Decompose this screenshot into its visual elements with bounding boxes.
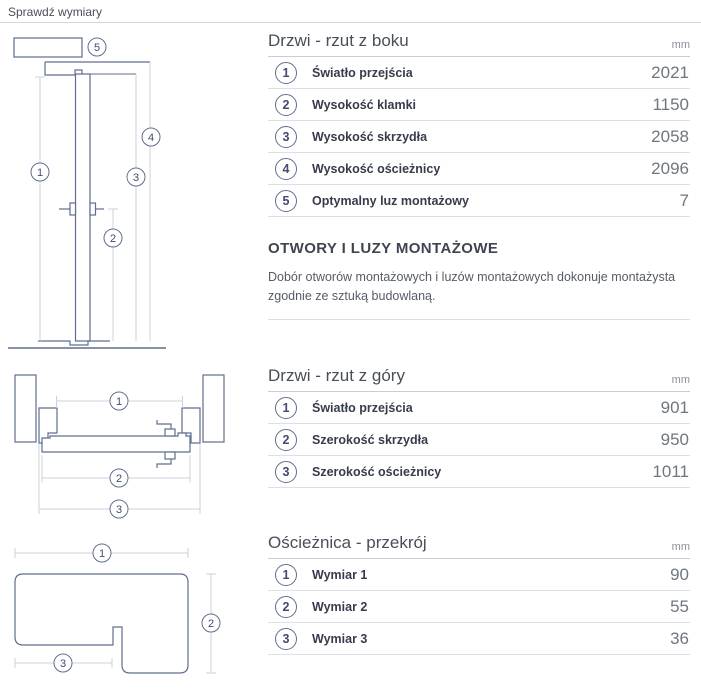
svg-text:3: 3 [59, 658, 67, 670]
svg-text:1: 1 [36, 167, 44, 179]
frame-profile [15, 574, 188, 673]
row-value: 2021 [651, 62, 689, 82]
row-label: Wymiar 3 [312, 631, 368, 646]
svg-text:1: 1 [98, 548, 106, 560]
row-label: Wymiar 1 [312, 567, 368, 582]
svg-text:2: 2 [109, 233, 117, 245]
frame-head-profile [45, 62, 150, 75]
marker-1 [31, 163, 49, 181]
table-row [268, 121, 690, 153]
table-row [268, 424, 690, 456]
table-row [268, 185, 690, 217]
row-number-badge: 2 [275, 429, 297, 451]
svg-text:2: 2 [207, 618, 215, 630]
row-number-badge: 2 [275, 596, 297, 618]
wall-section-left [15, 375, 36, 442]
unit-label: mm [671, 39, 690, 51]
row-number-badge: 5 [275, 190, 297, 212]
dimension-lines [15, 548, 216, 673]
row-value: 36 [670, 628, 689, 648]
top-view-diagram [0, 370, 260, 520]
table-row [268, 153, 690, 185]
section-divider [268, 319, 690, 320]
svg-text:1: 1 [115, 396, 123, 408]
row-label: Wysokość klamki [312, 97, 416, 112]
row-number-badge: 3 [275, 126, 297, 148]
row-value: 7 [679, 190, 689, 210]
table-frame-section [268, 533, 690, 655]
row-number-badge: 3 [275, 461, 297, 483]
row-number-badge: 2 [275, 94, 297, 116]
table-header [268, 31, 690, 57]
marker-2 [110, 469, 128, 487]
svg-text:2: 2 [115, 473, 123, 485]
marker-2 [202, 614, 220, 632]
row-value: 90 [670, 564, 689, 584]
row-number-badge: 1 [275, 564, 297, 586]
wall-section-right [203, 375, 224, 442]
table-row [268, 623, 690, 655]
table-row [268, 57, 690, 89]
row-value: 1011 [652, 461, 689, 481]
table-row [268, 392, 690, 424]
svg-text:4: 4 [147, 132, 155, 144]
row-label: Wysokość ościeżnicy [312, 161, 441, 176]
marker-3 [54, 654, 72, 672]
unit-label: mm [671, 541, 690, 553]
header-divider [0, 22, 701, 23]
row-number-badge: 1 [275, 397, 297, 419]
dimension-lines [39, 396, 200, 514]
cross-section-diagram [0, 535, 260, 700]
table-title: Drzwi - rzut z boku [268, 31, 409, 50]
row-value: 901 [660, 397, 689, 417]
table-header [268, 366, 690, 392]
mounting-section [268, 240, 690, 320]
wall-section [14, 38, 82, 57]
row-number-badge: 4 [275, 158, 297, 180]
row-value: 950 [660, 429, 689, 449]
row-label: Optymalny luz montażowy [312, 193, 469, 208]
row-label: Światło przejścia [312, 400, 413, 415]
row-label: Wymiar 2 [312, 599, 368, 614]
marker-2 [104, 229, 122, 247]
table-row [268, 559, 690, 591]
svg-text:3: 3 [115, 504, 123, 516]
row-label: Szerokość skrzydła [312, 432, 429, 447]
row-label: Szerokość ościeżnicy [312, 464, 442, 479]
door-leaf [76, 74, 91, 341]
table-row [268, 89, 690, 121]
table-top-view [268, 366, 690, 488]
floor [8, 341, 166, 348]
table-rows [268, 559, 690, 655]
table-row [268, 456, 690, 488]
row-label: Wysokość skrzydła [312, 129, 428, 144]
table-rows [268, 57, 690, 217]
svg-text:3: 3 [132, 172, 140, 184]
svg-text:5: 5 [93, 42, 101, 54]
section-heading: OTWORY I LUZY MONTAŻOWE [268, 240, 499, 257]
table-title: Drzwi - rzut z góry [268, 366, 405, 385]
table-rows [268, 392, 690, 488]
page-title: Sprawdź wymiary [8, 5, 103, 19]
row-label: Światło przejścia [312, 65, 413, 80]
marker-5 [88, 38, 106, 56]
row-value: 2096 [651, 158, 689, 178]
table-side-view [268, 31, 690, 217]
marker-3 [127, 168, 145, 186]
table-title: Ościeżnica - przekrój [268, 533, 427, 552]
marker-4 [142, 128, 160, 146]
marker-1 [93, 544, 111, 562]
marker-1 [110, 392, 128, 410]
dimension-lines [35, 62, 150, 341]
table-header [268, 533, 690, 559]
unit-label: mm [671, 374, 690, 386]
marker-3 [110, 500, 128, 518]
side-view-diagram [0, 30, 260, 360]
table-row [268, 591, 690, 623]
row-number-badge: 1 [275, 62, 297, 84]
row-value: 2058 [651, 126, 689, 146]
section-body: Dobór otworów montażowych i luzów montażowych dokonuje montażysta zgodnie ze sztuką budowlaną. [268, 270, 676, 304]
row-value: 55 [670, 596, 689, 616]
row-number-badge: 3 [275, 628, 297, 650]
row-value: 1150 [652, 94, 689, 114]
